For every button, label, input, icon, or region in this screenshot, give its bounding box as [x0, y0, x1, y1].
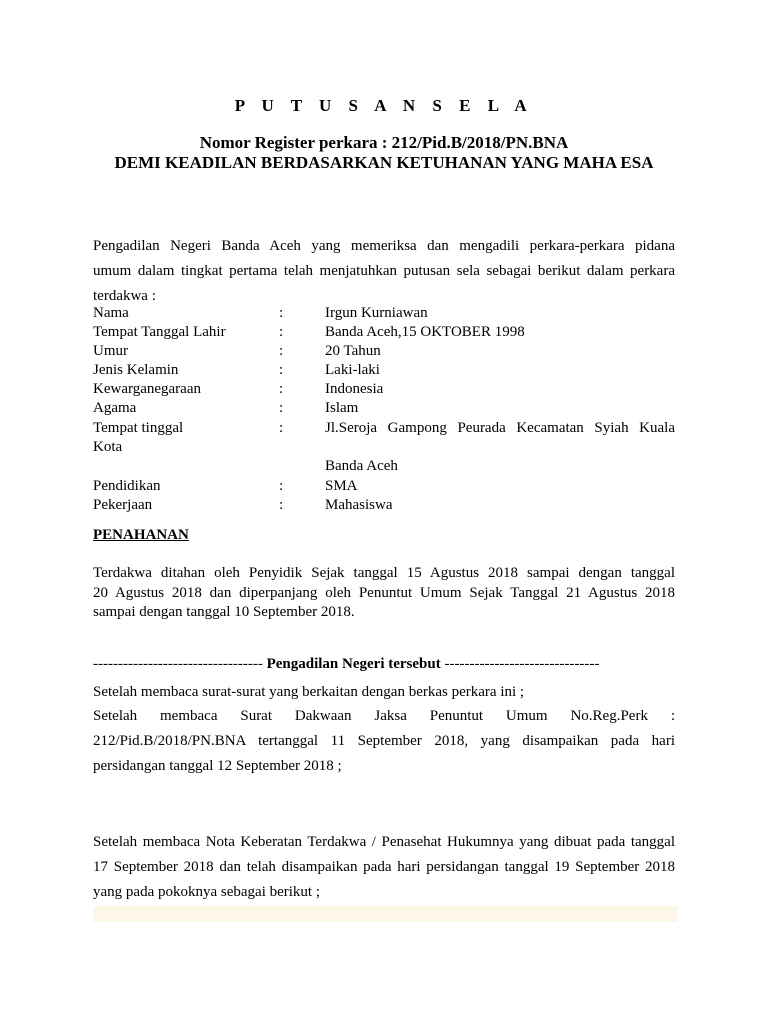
- identity-value: SMA: [325, 478, 358, 494]
- separator-dashes-left: ----------------------------------: [93, 656, 263, 672]
- consideration-2-line-2: 212/Pid.B/2018/PN.BNA tertanggal 11 September 2018, yang disampaikan pada hari: [93, 733, 675, 749]
- identity-row-pekerjaan: [93, 496, 675, 515]
- intro-line-3: terdakwa :: [93, 288, 156, 304]
- identity-value: Jl.Seroja Gampong Peurada Kecamatan Syiah Kuala: [325, 420, 675, 436]
- identity-colon: :: [279, 381, 284, 397]
- register-number: Nomor Register perkara : 212/Pid.B/2018/PN.BNA: [199, 133, 569, 152]
- detention-line-1: Terdakwa ditahan oleh Penyidik Sejak tanggal 15 Agustus 2018 sampai dengan tanggal: [93, 565, 675, 581]
- identity-value: Islam: [325, 400, 359, 416]
- identity-row-agama: [93, 399, 675, 418]
- consideration-1: Setelah membaca surat-surat yang berkaitan dengan berkas perkara ini ;: [93, 684, 525, 700]
- section-separator: [93, 656, 599, 673]
- separator-dashes-right: -------------------------------: [444, 656, 600, 672]
- identity-colon: :: [279, 420, 284, 436]
- identity-label: Umur: [93, 343, 128, 359]
- detention-line-2: 20 Agustus 2018 dan diperpanjang oleh Penuntut Umum Sejak Tanggal 21 Agustus 2018: [93, 585, 675, 601]
- identity-label: Agama: [93, 400, 137, 416]
- separator-label: Pengadilan Negeri tersebut: [266, 656, 441, 672]
- identity-row-kota: [93, 438, 675, 457]
- identity-colon: :: [279, 305, 284, 321]
- identity-value: Banda Aceh,15 OKTOBER 1998: [325, 324, 525, 340]
- identity-label: Pendidikan: [93, 478, 161, 494]
- identity-colon: :: [279, 324, 284, 340]
- identity-row-kota-value: [93, 457, 675, 476]
- intro-line-1: Pengadilan Negeri Banda Aceh yang memeriksa dan mengadili perkara-perkara pidana: [93, 238, 675, 254]
- identity-row-nama: [93, 304, 675, 323]
- consideration-2-line-3: persidangan tanggal 12 September 2018 ;: [93, 758, 342, 774]
- consideration-3-line-1: Setelah membaca Nota Keberatan Terdakwa / Penasehat Hukumnya yang dibuat pada tanggal: [93, 834, 675, 850]
- identity-value: Mahasiswa: [325, 497, 393, 513]
- identity-value: Laki-laki: [325, 362, 380, 378]
- identity-colon: :: [279, 497, 284, 513]
- identity-row-kewarganegaraan: [93, 380, 675, 399]
- identity-label: Kewarganegaraan: [93, 381, 201, 397]
- detention-line-3: sampai dengan tanggal 10 September 2018.: [93, 604, 355, 620]
- identity-row-pendidikan: [93, 477, 675, 496]
- identity-colon: :: [279, 343, 284, 359]
- consideration-3-line-2: 17 September 2018 dan telah disampaikan pada hari persidangan tanggal 19 September 2018: [93, 859, 675, 875]
- identity-value: 20 Tahun: [325, 343, 381, 359]
- identity-label: Pekerjaan: [93, 497, 153, 513]
- identity-label: Jenis Kelamin: [93, 362, 179, 378]
- identity-row-kelamin: [93, 361, 675, 380]
- identity-row-tempat-tinggal: [93, 419, 675, 438]
- identity-value: Banda Aceh: [325, 458, 398, 474]
- intro-line-2: umum dalam tingkat pertama telah menjatuhkan putusan sela sebagai berikut dalam perkara: [93, 263, 675, 279]
- identity-colon: :: [279, 478, 284, 494]
- identity-colon: :: [279, 362, 284, 378]
- identity-value: Indonesia: [325, 381, 384, 397]
- consideration-3-line-3: yang pada pokoknya sebagai berikut ;: [93, 884, 321, 900]
- identity-label: Tempat Tanggal Lahir: [93, 324, 226, 340]
- preamble: DEMI KEADILAN BERDASARKAN KETUHANAN YANG MAHA ESA: [114, 153, 654, 172]
- identity-colon: :: [279, 400, 284, 416]
- identity-row-ttl: [93, 323, 675, 342]
- consideration-2-line-1: Setelah membaca Surat Dakwaan Jaksa Penuntut Umum No.Reg.Perk :: [93, 708, 675, 724]
- document-title: P U T U S A N S E L A: [234, 96, 534, 115]
- identity-row-umur: [93, 342, 675, 361]
- identity-value: Irgun Kurniawan: [325, 305, 428, 321]
- highlight-band: [93, 906, 677, 922]
- identity-label: Tempat tinggal: [93, 420, 184, 436]
- identity-label: Kota: [93, 439, 123, 455]
- detention-heading: PENAHANAN: [93, 527, 189, 543]
- identity-label: Nama: [93, 305, 129, 321]
